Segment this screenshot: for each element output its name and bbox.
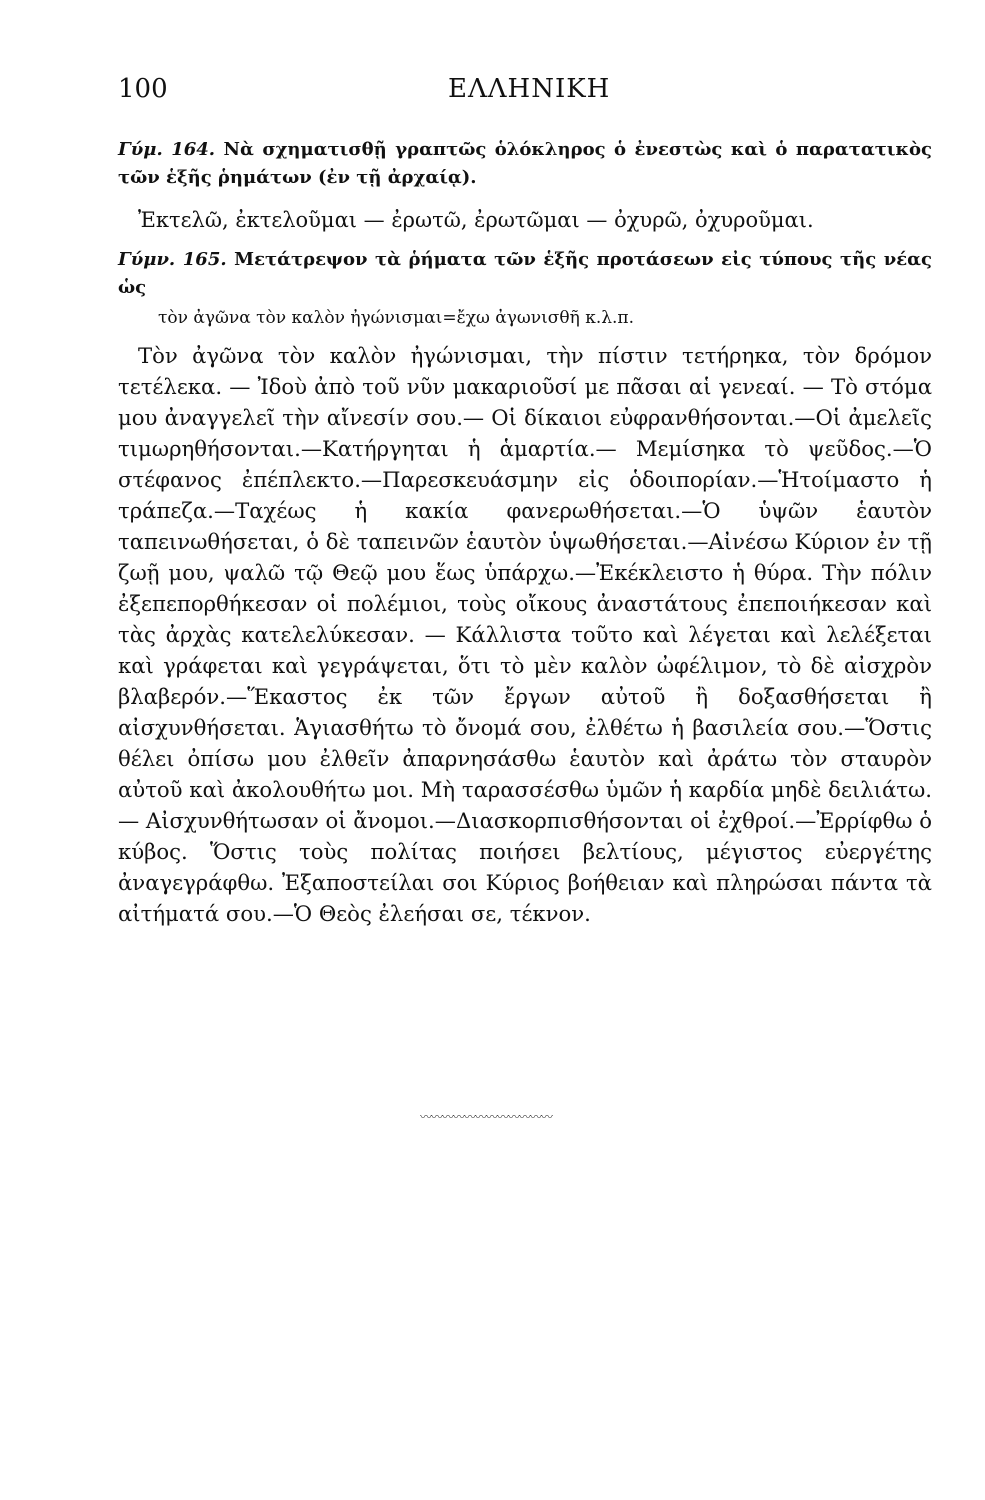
exercise-label: Γύμν. bbox=[118, 249, 176, 270]
decorative-ornament: 〰〰〰〰〰〰〰〰〰〰〰〰 bbox=[420, 1110, 553, 1124]
exercise-label: Γύμ. bbox=[118, 139, 163, 160]
exercise-instruction: Μετάτρεψον τὰ ῥήματα τῶν ἑξῆς προτάσεων εἰς τύπους τῆς νέας ὡς bbox=[118, 249, 932, 298]
exercise-165-heading bbox=[118, 246, 932, 302]
exercise-164-verbs: Ἐκτελῶ, ἐκτελοῦμαι — ἐρωτῶ, ἐρωτῶμαι — ὀχυρῶ, ὀχυροῦμαι. bbox=[138, 208, 814, 232]
exercise-number: 165. bbox=[182, 249, 227, 270]
exercise-164-heading bbox=[118, 136, 932, 192]
page-number: 100 bbox=[118, 74, 168, 104]
exercise-165-text: Τὸν ἀγῶνα τὸν καλὸν ἠγώνισμαι, τὴν πίστιν τετήρηκα, τὸν δρόμον τετέλεκα. — Ἰδοὺ ἀπὸ τοῦ νῦν μακαριοῦσί με πᾶσαι αἱ γενεαί. — Τὸ στόμα μου ἀναγγελεῖ τὴν αἴνεσίν σου.— Οἱ δίκαιοι εὐφρανθήσονται.—Οἱ ἀμελεῖς τιμωρηθήσονται.—Κατήργηται ἡ ἁμαρτία.— Μεμίσηκα τὸ ψεῦδος.—Ὁ στέφανος ἐπέπλεκτο.—Παρεσκευάσμην εἰς ὁδοιπορίαν.—Ἡτοίμαστο ἡ τράπεζα.—Ταχέως ἡ κακία φανερωθήσεται.—Ὁ ὑψῶν ἑαυτὸν ταπεινωθήσεται, ὁ δὲ ταπεινῶν ἑαυτὸν ὑψωθήσεται.—Αἰνέσω Κύριον ἐν τῇ ζωῇ μου, ψαλῶ τῷ Θεῷ μου ἕως ὑπάρχω.—Ἐκέκλειστο ἡ θύρα. Τὴν πόλιν ἐξεπεπορθήκεσαν οἱ πολέμιοι, τοὺς οἴκους ἀναστάτους ἐπεποιήκεσαν καὶ τὰς ἀρχὰς κατελελύκεσαν. — Κάλλιστα τοῦτο καὶ λέγεται καὶ λελέξεται καὶ γράφεται καὶ γεγράψεται, ὅτι τὸ μὲν καλὸν ὠφέλιμον, τὸ δὲ αἰσχρὸν βλαβερόν.—Ἕκαστος ἐκ τῶν ἔργων αὐτοῦ ἢ δοξασθήσεται ἢ αἰσχυνθήσεται. Ἁγιασθήτω τὸ ὄνομά σου, ἐλθέτω ἡ βασιλεία σου.—Ὅστις θέλει ὀπίσω μου ἐλθεῖν ἀπαρνησάσθω ἑαυτὸν καὶ ἀράτω τὸν σταυρὸν αὐτοῦ καὶ ἀκολουθήτω μοι. Μὴ ταρασσέσθω ὑμῶν ἡ καρδία μηδὲ δειλιάτω.— Αἰσχυνθήτωσαν οἱ ἄνομοι.—Διασκορπισθήσονται οἱ ἐχθροί.—Ἐρρίφθω ὁ κύβος. Ὅστις τοὺς πολίτας ποιήσει βελτίους, μέγιστος εὐεργέτης ἀναγεγράφθω. Ἐξαποστείλαι σοι Κύριος βοήθειαν καὶ πληρώσαι πάντα τὰ αἰτήματά σου.—Ὁ Θεὸς ἐλεήσαι σε, τέκνον. bbox=[118, 343, 933, 926]
exercise-number: 164. bbox=[171, 139, 216, 160]
exercise-instruction: Νὰ σχηματισθῇ γραπτῶς ὁλόκληρος ὁ ἐνεστὼς καὶ ὁ παρατατικὸς τῶν ἑξῆς ῥημάτων (ἐν τῇ ἀρχαίᾳ). bbox=[118, 139, 932, 188]
exercise-165-example: τὸν ἀγῶνα τὸν καλὸν ἠγώνισμαι=ἔχω ἀγωνισθῆ κ.λ.π. bbox=[158, 308, 634, 328]
running-head: ΕΛΛΗΝΙΚΗ bbox=[448, 74, 611, 104]
